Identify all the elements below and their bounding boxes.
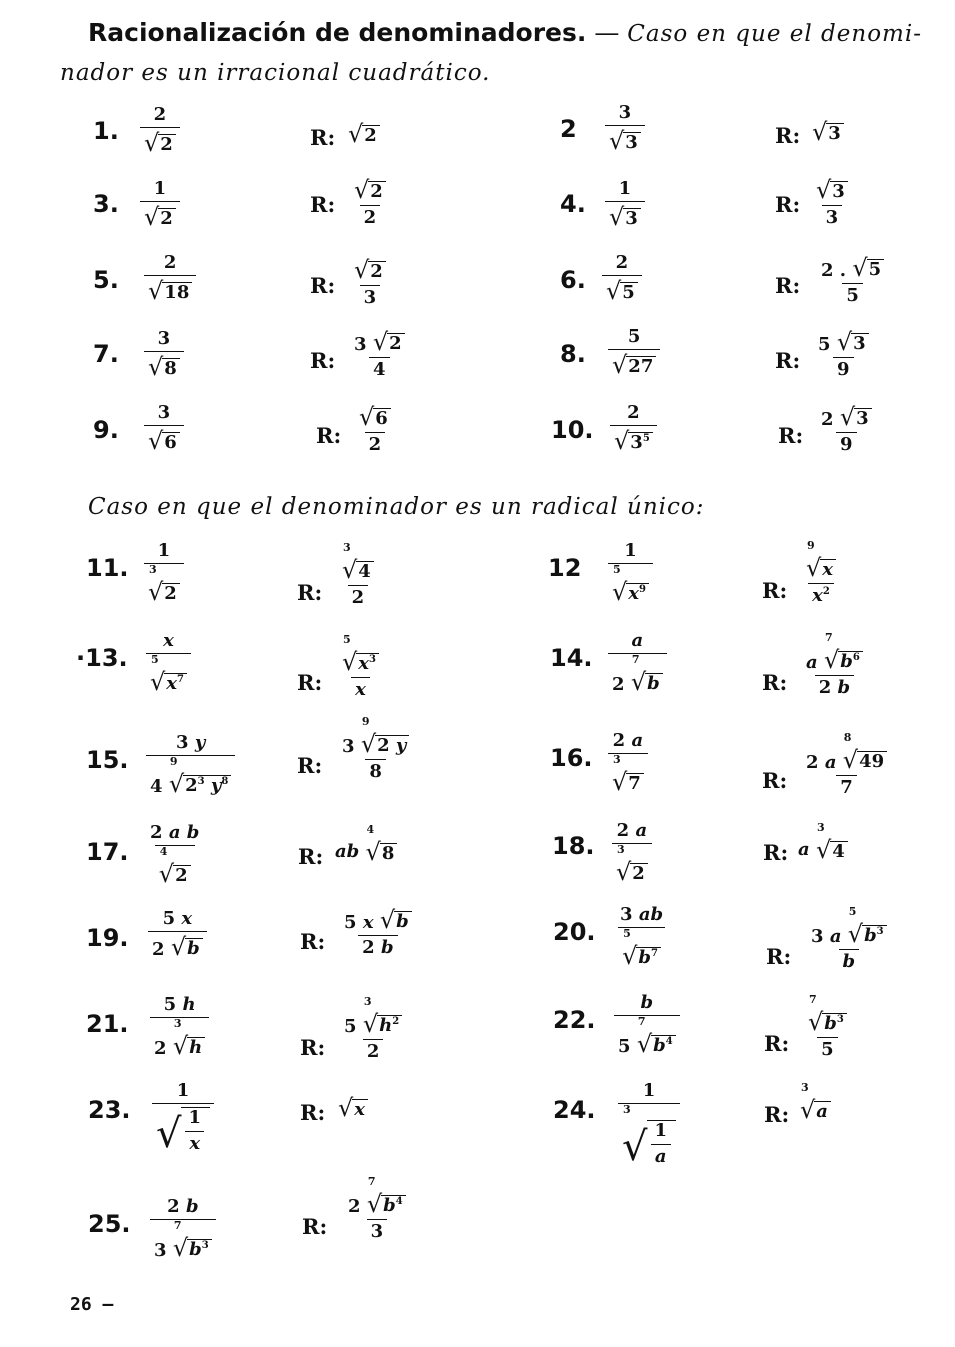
exercise-number: 14. [550,644,593,672]
exercise-number: 21. [86,1010,129,1038]
exercise-expression: 3 ab 5 √ $b^7$ [620,904,664,970]
answer-label: R: [766,944,792,969]
answer-label: R: [310,192,336,217]
exercise-number: 16. [550,744,593,772]
exercise-expression: 3 y 4 9 √ $2^3$ $y^8$ [144,734,237,796]
answer-label: R: [310,273,336,298]
answer-expression: a 7 √ $b^6$ 2 b [800,648,869,697]
exercise-number: 20. [553,918,596,946]
exercise-expression: 5 h 2 3 √ h [148,996,211,1058]
answer-label: R: [302,1214,328,1239]
exercise-expression: 2 b 3 7 √ $b^3$ [148,1198,218,1260]
answer-expression: 9 √ x $x^2$ [800,556,842,605]
answer-expression: √ 2 3 [348,258,392,307]
exercise-expression: 2 a 3 √ 7 [606,732,650,794]
answer-expression: 3 9 √ 2 y 8 [336,732,415,781]
answer-label: R: [297,753,323,778]
exercise-number: 25. [88,1210,131,1238]
answer-expression: 5 √ 3 9 [812,330,875,379]
answer-expression: 5 3 √ $h^2$ 2 [338,1012,408,1061]
exercise-number: 7. [93,340,119,368]
answer-expression: 2 a 8 √ 49 7 [800,748,893,797]
exercise-number: 6. [560,266,586,294]
exercise-expression: 2 √ 2 [138,106,182,155]
exercise-expression: 2 √ 18 [142,254,198,303]
answer-label: R: [300,1100,326,1125]
exercise-expression: 5 √ 27 [606,328,662,377]
answer-label: R: [298,844,324,869]
exercise-number: ·13. [76,644,128,672]
exercise-expression: 3 √ 6 [142,404,186,453]
answer-expression: √ 2 2 [348,178,392,227]
answer-label: R: [297,670,323,695]
answer-label: R: [762,670,788,695]
exercise-expression: a 2 7 √ b [606,632,669,694]
exercise-expression: 1 √ 2 [138,180,182,229]
answer-label: R: [297,580,323,605]
title-dash: — [594,18,620,47]
answer-label: R: [316,423,342,448]
exercise-expression: 2 √ $3^5$ [608,404,659,453]
answer-label: R: [778,423,804,448]
answer-label: R: [775,273,801,298]
answer-expression: 3 a 5 √ $b^3$ b [805,922,893,971]
answer-expression: 2 . √ 5 5 [815,256,890,305]
answer-label: R: [764,1031,790,1056]
exercise-expression: 1 √ $\frac{1}{x}$ [150,1082,216,1154]
answer-label: R: [775,192,801,217]
exercise-number: 22. [553,1006,596,1034]
exercise-expression: b 5 7 √ $b^4$ [612,994,682,1056]
answer-expression: 3 √ 4 2 [336,558,380,607]
title-continuation: nador es un irracional cuadrático. [60,60,491,86]
answer-expression: 7 √ $b^3$ 5 [802,1010,853,1059]
answer-label: R: [764,1102,790,1127]
answer-label: R: [300,1035,326,1060]
answer-expression: √ x [338,1096,368,1120]
page-number: 26 — [70,1294,114,1315]
exercise-number: 8. [560,340,586,368]
exercise-expression: 1 3 √ $\frac{1}{a}$ [616,1082,682,1167]
title-bold-text: Racionalización de denominadores. [88,18,587,47]
title-italic-text: Caso en que el denomi- [627,21,922,47]
exercise-number: 9. [93,416,119,444]
exercise-expression: 2 a 3 √ 2 [610,822,654,884]
answer-expression: 2 √ 3 9 [815,405,878,454]
answer-expression: ab 4 √ 8 [335,840,397,864]
answer-label: R: [762,768,788,793]
exercise-expression: 1 √ 3 [603,180,647,229]
exercise-expression: 1 3 √ 2 [142,542,186,604]
exercise-expression: x 5 √ $x^7$ [144,632,193,694]
exercise-expression: 1 5 √ $x^9$ [606,542,655,604]
exercise-number: 23. [88,1096,131,1124]
answer-expression: 5 x √ b 2 b [338,908,418,957]
exercise-number: 15. [86,746,129,774]
answer-expression: 2 7 √ $b^4$ 3 [342,1192,412,1241]
exercise-expression: 2 a b 4 √ 2 [150,822,200,888]
answer-expression: 5 √ $x^3$ x [336,650,385,699]
answer-expression: √ 6 2 [353,405,397,454]
answer-expression: a 3 √ 4 [798,838,848,862]
exercise-number: 10. [551,416,594,444]
exercise-number: 1. [93,117,119,145]
answer-expression: 3 √ 2 4 [348,330,411,379]
section-heading: Caso en que el denominador es un radical único: [88,494,705,520]
exercise-number: 11. [86,554,129,582]
answer-label: R: [775,348,801,373]
answer-label: R: [310,125,336,150]
exercise-number: 3. [93,190,119,218]
exercise-number: 17. [86,838,129,866]
exercise-number: 19. [86,924,129,952]
answer-label: R: [762,578,788,603]
exercise-number: 4. [560,190,586,218]
exercise-number: 24. [553,1096,596,1124]
exercise-expression: 3 √ 3 [603,104,647,153]
answer-expression: √ 3 [812,120,844,144]
answer-label: R: [763,840,789,865]
answer-label: R: [300,929,326,954]
answer-expression: √ 2 [348,122,380,146]
exercise-expression: 5 x 2 √ b [146,910,209,959]
answer-label: R: [775,123,801,148]
exercise-expression: 2 √ 5 [600,254,644,303]
exercise-number: 12 [548,554,582,582]
exercise-number: 5. [93,266,119,294]
answer-expression: 3 √ a [800,1098,831,1122]
answer-label: R: [310,348,336,373]
section-title [88,18,928,47]
answer-expression: √ 3 3 [810,178,854,227]
exercise-number: 18. [552,832,595,860]
exercise-number: 2 [560,115,577,143]
exercise-expression: 3 √ 8 [142,330,186,379]
